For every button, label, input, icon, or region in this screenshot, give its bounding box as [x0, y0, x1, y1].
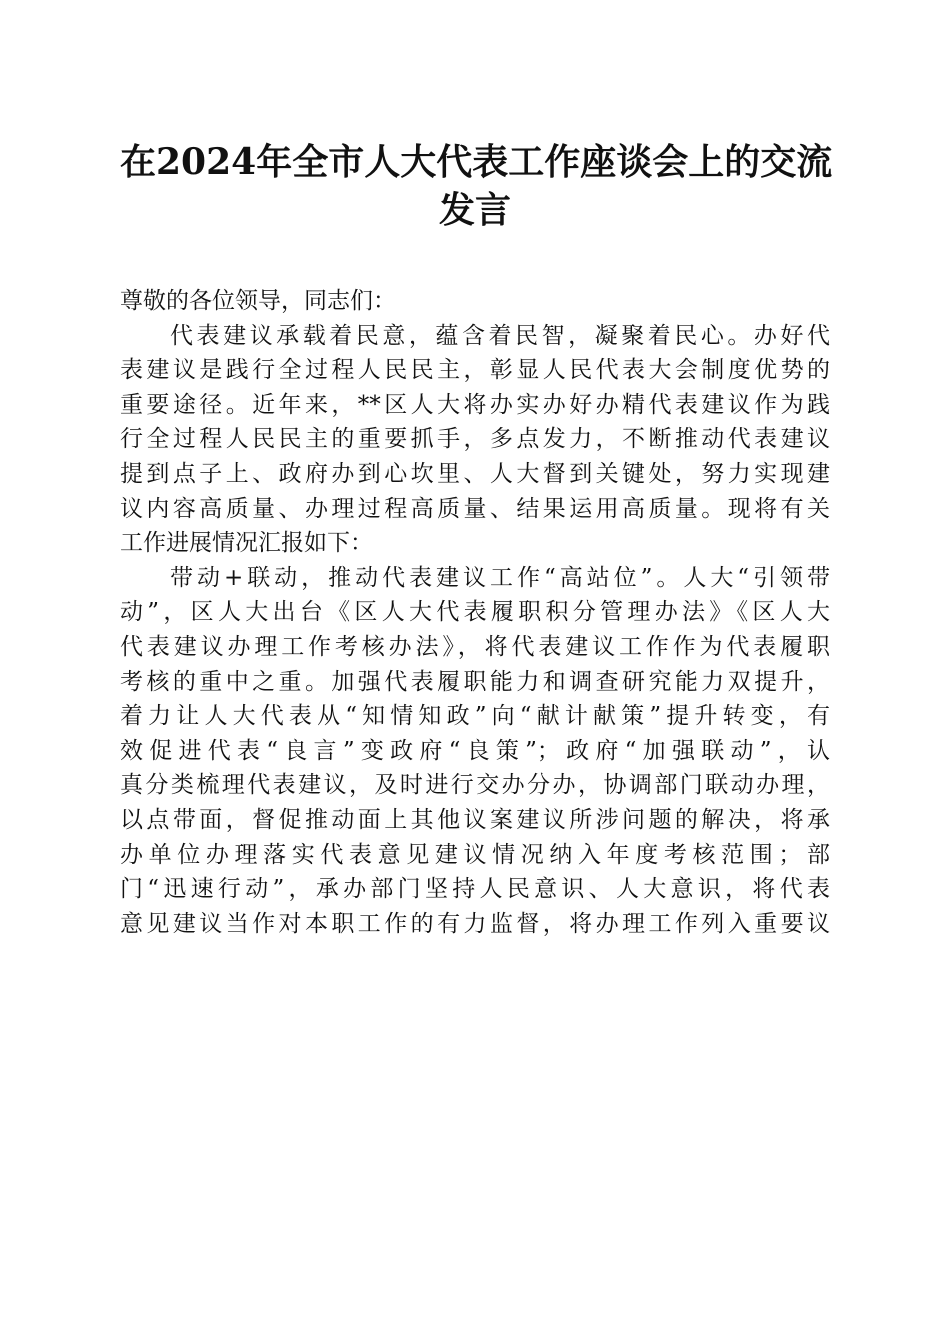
body-line: 考核的重中之重。加强代表履职能力和调查研究能力双提升，: [120, 668, 830, 695]
title-line-1: 在2024年全市人大代表工作座谈会上的交流: [120, 141, 833, 183]
document-title: [120, 138, 833, 234]
body-line: 效促进代表“良言”变政府“良策”；政府“加强联动”，认: [120, 737, 830, 764]
body-line: 门“迅速行动”，承办部门坚持人民意识、人大意识，将代表: [120, 876, 830, 903]
body-line: 工作进展情况汇报如下：: [120, 530, 373, 557]
body-line: 重要途径。近年来，**区人大将办实办好办精代表建议作为践: [120, 391, 830, 418]
body-line: 办单位办理落实代表意见建议情况纳入年度考核范围；部: [120, 841, 830, 868]
body-line: 代表建议办理工作考核办法》，将代表建议工作作为代表履职: [120, 633, 830, 660]
document-body: [120, 284, 830, 941]
body-line: 代表建议承载着民意，蕴含着民智，凝聚着民心。办好代: [170, 322, 830, 349]
body-line: 带动+联动，推动代表建议工作“高站位”。人大“引领带: [170, 564, 830, 591]
body-line: 动”，区人大出台《区人大代表履职积分管理办法》《区人大: [120, 599, 830, 626]
body-line: 着力让人大代表从“知情知政”向“献计献策”提升转变，有: [120, 703, 830, 730]
body-line: 议内容高质量、办理过程高质量、结果运用高质量。现将有关: [120, 495, 830, 522]
body-line: 以点带面，督促推动面上其他议案建议所涉问题的解决，将承: [120, 806, 830, 833]
body-line: 意见建议当作对本职工作的有力监督，将办理工作列入重要议: [120, 910, 830, 937]
body-line: 真分类梳理代表建议，及时进行交办分办，协调部门联动办理，: [120, 772, 830, 799]
body-line: 表建议是践行全过程人民民主，彰显人民代表大会制度优势的: [120, 357, 830, 384]
salutation: 尊敬的各位领导，同志们：: [120, 288, 396, 314]
body-line: 提到点子上、政府办到心坎里、人大督到关键处，努力实现建: [120, 460, 830, 487]
title-line-2: 发言: [438, 189, 511, 231]
body-line: 行全过程人民民主的重要抓手，多点发力，不断推动代表建议: [120, 426, 830, 453]
